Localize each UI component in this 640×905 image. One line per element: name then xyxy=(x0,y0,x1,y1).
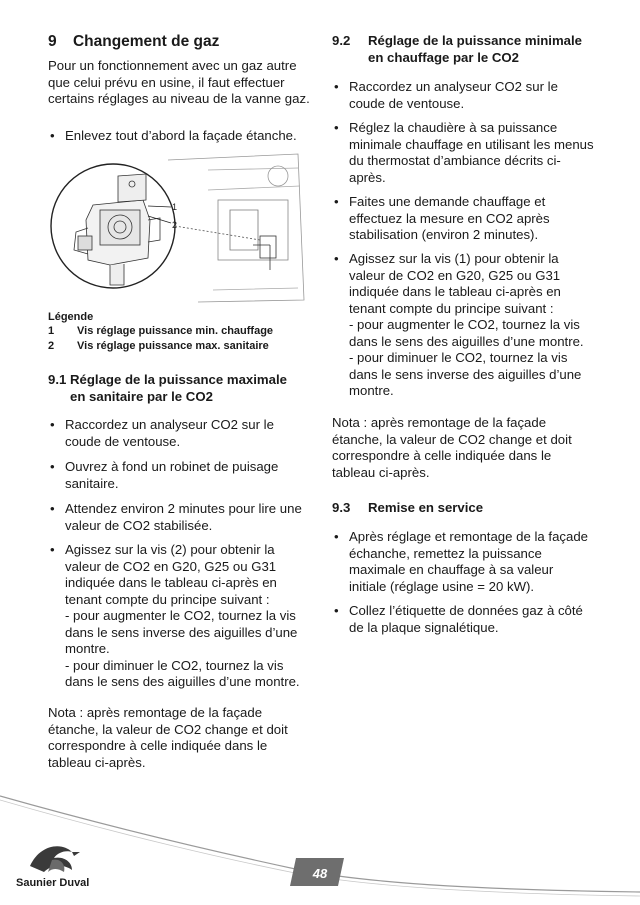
gas-valve-drawing xyxy=(48,150,310,308)
bullet-text: Ouvrez à fond un robinet de puisage sanitaire. xyxy=(65,459,279,491)
gas-valve-figure xyxy=(48,150,310,308)
bullet-text: Après réglage et remontage de la façade échanche, remettez la puissance maximale en chauffage à sa valeur initiale (réglage usine = 20 kW). xyxy=(349,529,588,594)
brand-name: Saunier Duval xyxy=(16,877,90,889)
bullet-text: Raccordez un analyseur CO2 sur le coude de ventouse. xyxy=(349,79,558,111)
section-9-1-heading xyxy=(48,372,310,406)
bullet-text: Réglez la chaudière à sa puissance minimale chauffage en utilisant les menus du thermostat d’ambiance décrits ci-après. xyxy=(349,120,594,185)
section-number: 9.1 xyxy=(48,372,67,387)
saunier-duval-logo xyxy=(30,846,80,872)
bullet-text: Agissez sur la vis (1) pour obtenir la valeur de CO2 en G20, G25 ou G31 indiquée dans le tableau ci-après en tenant compte du principe suivant : - pour augmenter le CO2, tournez la vis dans le sens des aiguilles d’une montre. - pour diminuer le CO2, tournez la vis dans le sens inverse des aiguilles d’une montre. xyxy=(349,251,584,398)
callout-2: 2 xyxy=(172,220,178,230)
section-number: 9.3 xyxy=(332,500,351,515)
footer-decoration xyxy=(0,760,640,905)
intro-paragraph: Pour un fonctionnement avec un gaz autre que celui prévu en usine, il faut effectuer certains réglages au niveau de la vanne gaz. xyxy=(48,58,310,106)
legend-text: Vis réglage puissance max. sanitaire xyxy=(77,340,269,352)
bullet-4: • Agissez sur la vis (2) pour obtenir la valeur de CO2 en G20, G25 ou G31 indiquée dans le tableau ci-après en tenant compte du principe suivant : - pour augmenter le CO2, tournez la vis dans le sens inverse des aiguilles d’une montre. - pour diminuer le CO2, tournez la vis dans le sens des aiguilles d’une montre. xyxy=(48,542,310,592)
legend-text: Vis réglage puissance min. chauffage xyxy=(77,325,274,337)
section-title: Réglage de la puissance maximale en sanitaire par le CO2 xyxy=(70,372,287,404)
bullet-text: Attendez environ 2 minutes pour lire une valeur de CO2 stabilisée. xyxy=(65,501,302,533)
bullet-text: Collez l’étiquette de données gaz à côté de la plaque signalétique. xyxy=(349,603,583,635)
section-9-title: Changement de gaz xyxy=(72,33,220,50)
bullet-text: Raccordez un analyseur CO2 sur le coude de ventouse. xyxy=(65,417,274,449)
bullet-a4: • Agissez sur la vis (1) pour obtenir la valeur de CO2 en G20, G25 ou G31 indiquée dans le tableau ci-après en tenant compte du principe suivant : - pour augmenter le CO2, tournez la vis dans le sens des aiguilles d’une montre. - pour diminuer le CO2, tournez la vis dans le sens inverse des aiguilles d’une montre. xyxy=(332,251,594,301)
page-number: 48 xyxy=(312,866,328,881)
section-9-2-heading xyxy=(332,33,594,67)
note-paragraph: Nota : après remontage de la façade étanche, la valeur de CO2 change et doit correspondre à celle indiquée dans le tableau ci-après. xyxy=(48,705,288,770)
legend-number: 1 xyxy=(48,325,55,337)
bullet-text: Enlevez tout d’abord la façade étanche. xyxy=(65,128,297,143)
legend-title: Légende xyxy=(48,311,94,323)
section-9-number: 9 xyxy=(48,33,57,50)
note-paragraph-right: Nota : après remontage de la façade étanche, la valeur de CO2 change et doit correspondre à celle indiquée dans le tableau ci-après. xyxy=(332,415,572,480)
section-title: Réglage de la puissance minimale en chauffage par le CO2 xyxy=(368,33,583,65)
legend-number: 2 xyxy=(48,340,55,352)
section-9-heading xyxy=(48,33,219,51)
bullet-text: Agissez sur la vis (2) pour obtenir la valeur de CO2 en G20, G25 ou G31 indiquée dans le tableau ci-après en tenant compte du principe suivant : - pour augmenter le CO2, tournez la vis dans le sens inverse des aiguilles d’une montre. - pour diminuer le CO2, tournez la vis dans le sens des aiguilles d’une montre. xyxy=(65,542,300,689)
callout-1: 1 xyxy=(172,202,178,212)
section-title: Remise en service xyxy=(368,500,484,515)
section-number: 9.2 xyxy=(332,33,351,48)
bullet-text: Faites une demande chauffage et effectuez la mesure en CO2 après stabilisation (environ 2 minutes). xyxy=(349,194,550,242)
